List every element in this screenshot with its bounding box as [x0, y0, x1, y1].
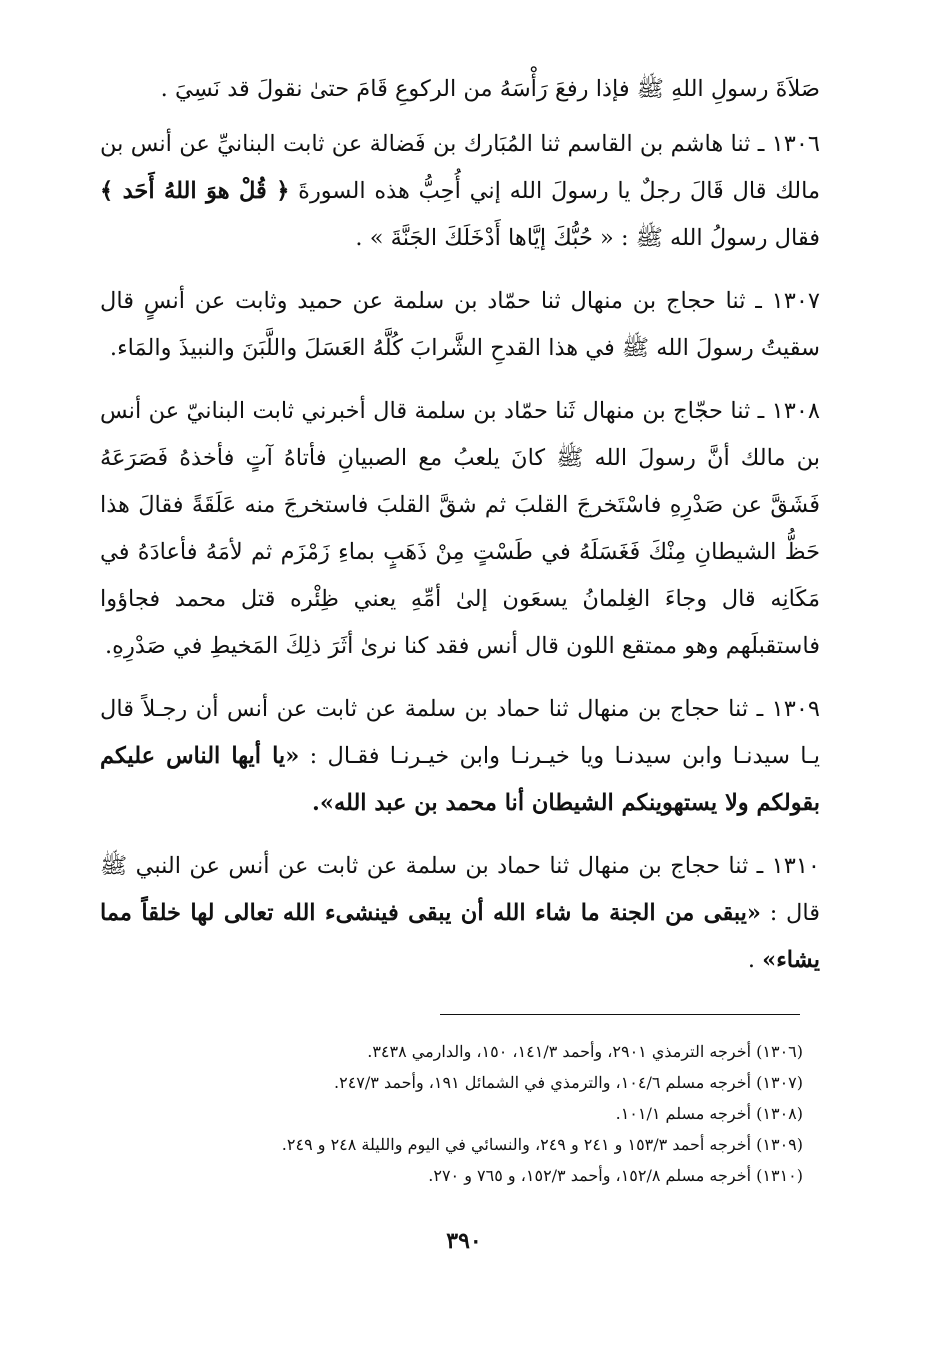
quran-quote: ﴿ قُلْ هوَ اللهُ أَحَد ﴾ [100, 178, 290, 204]
footnotes [120, 1036, 803, 1191]
paragraph-1310 [100, 843, 820, 984]
paragraph-text: ١٣٠٨ ـ ثنا حجّاج بن منهال ثَنا حمّاد بن سلمة قال أخبرني ثابت البنانيّ عن أنس بن مالك أنَّ رسولَ الله ﷺ كانَ يلعبُ مع الصبيانِ فأتاهُ آتٍ فأخذهُ فَصَرَعَهُ فَشَقَّ عن صَدْرِهِ فاسْتَخرجَ القلبَ ثم شقَّ القلبَ فاستخرجَ منه عَلَقَةً فقالَ هذا حَظُّ الشيطانِ مِنْكَ فَغَسَلَهُ في طَسْتٍ مِنْ ذَهَبٍ بماءِ زَمْزَم ثم لأمَهُ فأعادَهُ في مَكَانِه قال وجاءَ الغِلمانُ يسعَون إلىٰ أمِّهِ يعني ظِئْره قتل محمد فجاؤوا فاستقبلَهم وهو ممتقع اللون قال أنس فقد كنا نرىٰ أثَرَ ذلِكَ المَخيطِ في صَدْرِهِ. [100, 398, 820, 659]
paragraph-text-after: فقال رسولُ الله ﷺ : « حُبُّكَ إيَّاها أَدْخَلَكَ الجَنَّةَ » . [355, 225, 820, 251]
paragraph-1306 [100, 121, 820, 262]
footnote-1307: (١٣٠٧) أخرجه مسلم ١٠٤/٦، والترمذي في الشمائل ١٩١، وأحمد ٢٤٧/٣. [334, 1073, 803, 1092]
footnote-divider [440, 1014, 800, 1015]
footnote-1309: (١٣٠٩) أخرجه أحمد ١٥٣/٣ و ٢٤١ و ٢٤٩، والنسائي في اليوم والليلة ٢٤٨ و ٢٤٩. [281, 1135, 803, 1154]
paragraph-1307 [100, 278, 820, 372]
footnote-1310: (١٣١٠) أخرجه مسلم ١٥٢/٨، وأحمد ١٥٢/٣، و ٧٦٥ و ٢٧٠. [428, 1166, 803, 1185]
paragraph-1309 [100, 686, 820, 827]
paragraph-text: ١٣٠٧ ـ ثنا حجاج بن منهال ثنا حمّاد بن سلمة عن حميد وثابت عن أنسٍ قال سقيتُ رسولَ الله ﷺ في هذا القدحِ الشَّرابَ كُلَّهُ العَسَلَ واللَّبَنَ والنبيذَ والمَاء. [100, 288, 820, 361]
paragraph-text: ١٣٠٦ ـ ثنا هاشم بن القاسم ثنا المُبَارك بن فَضالة عن ثابت البنانيِّ عن أنس بن مالك قال قَالَ رجلٌ يا رسولَ الله إني أُحِبُّ هذه السورةَ [100, 131, 820, 204]
paragraph-text: ١٣١٠ ـ ثنا حجاج بن منهال ثنا حماد بن سلمة عن ثابت عن أنس عن النبي ﷺ قال : [100, 853, 820, 926]
paragraph-text: صَلاَةَ رسولِ اللهِ ﷺ فإذا رفعَ رَأْسَهُ من الركوعِ قَامَ حتىٰ نقولَ قد نَسِيَ . [160, 76, 820, 102]
hadith-quote: «يبقى من الجنة ما شاء الله أن يبقى فينشىء الله تعالى لها خلقاً مما يشاء» [100, 900, 820, 973]
page-number: ٣٩٠ [446, 1228, 482, 1254]
paragraph-text: ١٣٠٩ ـ ثنا حجاج بن منهال ثنا حماد بن سلمة عن ثابت عن أنس أن رجـلاً قال يـا سيدنـا وابن سيدنـا ويا خيـرنـا وابن خيـرنـا فقـال : [100, 696, 820, 769]
hadith-quote: «يا أيها الناس عليكم بقولكم ولا يستهوينكم الشيطان أنا محمد بن عبد الله». [100, 743, 820, 816]
paragraph-1305-end [100, 66, 820, 113]
main-text [100, 66, 820, 1000]
footnote-1308: (١٣٠٨) أخرجه مسلم ١٠١/١. [615, 1104, 803, 1123]
paragraph-1308 [100, 388, 820, 670]
footnote-1306: (١٣٠٦) أخرجه الترمذي ٢٩٠١، وأحمد ١٤١/٣، ١٥٠، والدارمي ٣٤٣٨. [367, 1042, 803, 1061]
paragraph-text-after: . [747, 947, 763, 973]
